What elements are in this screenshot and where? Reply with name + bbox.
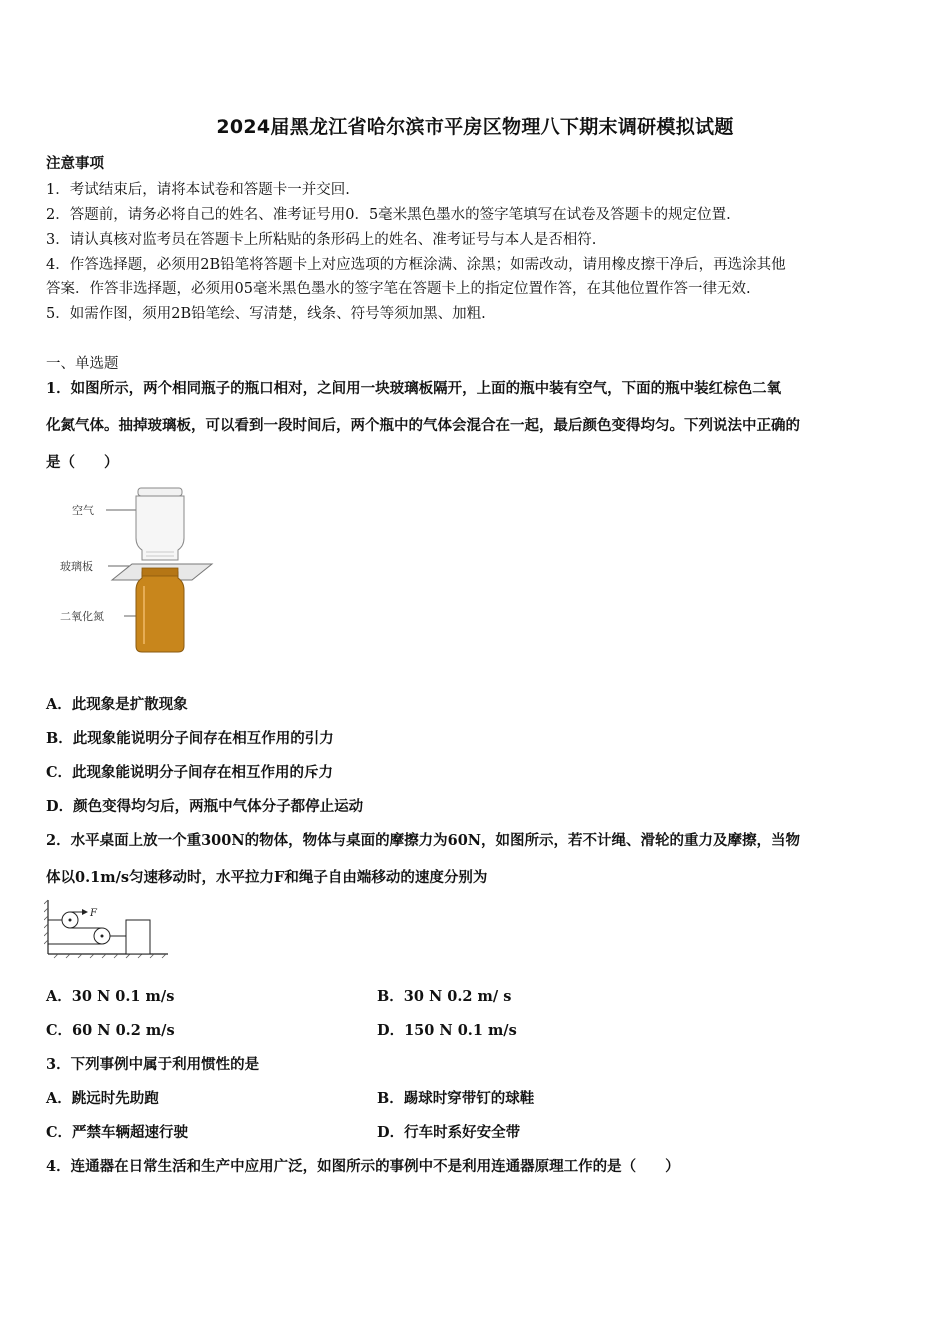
question-1-stem: 1．如图所示，两个相同瓶子的瓶口相对，之间用一块玻璃板隔开，上面的瓶中装有空气，下面的瓶中装红棕色二氧 — [46, 380, 782, 397]
notice-item: 4．作答选择题，必须用2B铅笔将答题卡上对应选项的方框涂满、涂黑；如需改动，请用橡皮擦干净后，再选涂其他 — [46, 257, 786, 273]
question-3-option-d: D．行车时系好安全带 — [377, 1124, 521, 1141]
question-3-stem: 3．下列事例中属于利用惯性的是 — [46, 1056, 260, 1073]
label-no2: 二氧化氮 — [60, 610, 104, 623]
label-glass-plate: 玻璃板 — [60, 560, 93, 573]
bottle-diffusion-figure — [56, 486, 226, 661]
force-label: F — [90, 908, 97, 919]
question-1-stem: 化氮气体。抽掉玻璃板，可以看到一段时间后，两个瓶中的气体会混合在一起，最后颜色变得均匀。下列说法中正确的 — [46, 417, 800, 434]
question-1-option-d: D．颜色变得均匀后，两瓶中气体分子都停止运动 — [46, 798, 364, 815]
pulley-figure — [44, 896, 170, 960]
label-air: 空气 — [72, 504, 94, 517]
question-1-stem: 是（ ） — [46, 454, 119, 471]
notice-item: 5．如需作图，须用2B铅笔绘、写清楚，线条、符号等须加黑、加粗. — [46, 306, 486, 322]
question-1-option-a: A．此现象是扩散现象 — [46, 696, 188, 713]
question-2-stem: 体以0.1m/s匀速移动时，水平拉力F和绳子自由端移动的速度分别为 — [46, 869, 488, 886]
question-3-option-a: A．跳远时先助跑 — [46, 1090, 159, 1107]
notice-heading: 注意事项 — [46, 155, 104, 172]
question-2-option-a: A．30 N 0.1 m/s — [46, 988, 175, 1005]
question-1-option-b: B．此现象能说明分子间存在相互作用的引力 — [46, 730, 334, 747]
question-2-stem: 2．水平桌面上放一个重300N的物体，物体与桌面的摩擦力为60N，如图所示，若不计绳、滑轮的重力及摩擦，当物 — [46, 832, 801, 849]
section-heading: 一、单选题 — [46, 356, 119, 372]
question-1-option-c: C．此现象能说明分子间存在相互作用的斥力 — [46, 764, 334, 781]
notice-item: 1．考试结束后，请将本试卷和答题卡一并交回. — [46, 182, 350, 198]
page-title: 2024届黑龙江省哈尔滨市平房区物理八下期末调研模拟试题 — [216, 116, 734, 138]
question-4-stem: 4．连通器在日常生活和生产中应用广泛，如图所示的事例中不是利用连通器原理工作的是（ ） — [46, 1158, 680, 1175]
question-3-option-c: C．严禁车辆超速行驶 — [46, 1124, 189, 1141]
question-2-option-b: B．30 N 0.2 m/ s — [377, 988, 512, 1005]
question-3-option-b: B．踢球时穿带钉的球鞋 — [377, 1090, 535, 1107]
notice-item: 3．请认真核对监考员在答题卡上所粘贴的条形码上的姓名、准考证号与本人是否相符. — [46, 232, 597, 248]
notice-item: 答案．作答非选择题，必须用05毫米黑色墨水的签字笔在答题卡上的指定位置作答，在其他位置作答一律无效. — [46, 281, 751, 297]
notice-item: 2．答题前，请务必将自己的姓名、准考证号用0．5毫米黑色墨水的签字笔填写在试卷及答题卡的规定位置. — [46, 207, 731, 223]
question-2-option-c: C．60 N 0.2 m/s — [46, 1022, 175, 1039]
question-2-option-d: D．150 N 0.1 m/s — [377, 1022, 517, 1039]
